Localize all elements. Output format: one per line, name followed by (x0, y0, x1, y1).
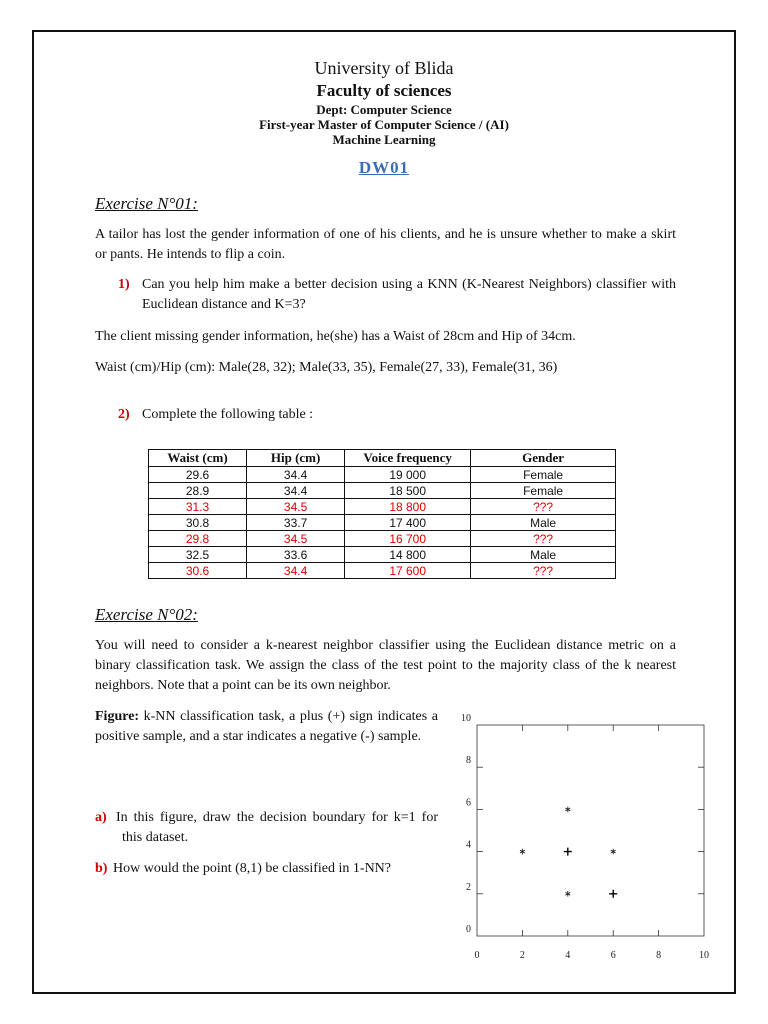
question-b-label: b) (95, 861, 108, 876)
exercise-1-title: Exercise N°01: (95, 194, 198, 213)
cell-voice: 19 000 (345, 467, 471, 483)
col-header-gender: Gender (471, 450, 616, 467)
question-a-body: In this figure, draw the decision boundary for k=1 for this dataset. (116, 810, 438, 845)
dw-title: DW01 (358, 158, 410, 177)
x-tick-label: 8 (656, 950, 662, 961)
client-info: The client missing gender information, he(she) has a Waist of 28cm and Hip of 34cm. (95, 329, 576, 344)
exercise-2-intro: You will need to consider a k-nearest neighbor classifier using the Euclidean distance metric on a binary classification task. We assign the class of the test point to the majority class of the k nearest neighbors. Note that a point can be its own neighbor. (95, 638, 676, 693)
figure-label: Figure: (95, 709, 140, 724)
table-row (149, 515, 616, 531)
cell-hip: 33.6 (247, 547, 345, 563)
cell-voice: 14 800 (345, 547, 471, 563)
col-header-voice: Voice frequency (345, 450, 471, 467)
y-tick-label: 6 (466, 797, 471, 809)
negative-sample-point (520, 849, 525, 855)
question-1-number: 1) (118, 277, 130, 292)
training-data: Waist (cm)/Hip (cm): Male(28, 32); Male(33, 35), Female(27, 33), Female(31, 36) (95, 360, 558, 375)
cell-voice: 17 600 (345, 563, 471, 579)
cell-voice: 18 500 (345, 483, 471, 499)
x-tick-label: 10 (699, 950, 709, 961)
cell-gender: ??? (471, 499, 616, 515)
y-tick-label: 10 (461, 713, 471, 724)
cell-hip: 33.7 (247, 515, 345, 531)
y-tick-label: 8 (466, 755, 471, 767)
department: Dept: Computer Science (316, 102, 452, 117)
plot-frame (477, 725, 704, 936)
table-row (149, 499, 616, 515)
cell-waist: 29.8 (149, 531, 247, 547)
cell-waist: 30.8 (149, 515, 247, 531)
exercise-1-intro: A tailor has lost the gender information of one of his clients, and he is unsure whether to make a skirt or pants. He intends to flip a coin. (95, 227, 676, 262)
cell-voice: 18 800 (345, 499, 471, 515)
cell-gender: Male (471, 547, 616, 563)
course-name: Machine Learning (332, 132, 436, 147)
y-tick-label: 4 (466, 839, 471, 851)
question-2-number: 2) (118, 407, 130, 422)
figure-caption (95, 707, 438, 747)
cell-hip: 34.4 (247, 467, 345, 483)
question-b-text: How would the point (8,1) be classified in 1-NN? (113, 861, 391, 876)
y-tick-label: 2 (466, 881, 471, 893)
cell-gender: Female (471, 483, 616, 499)
cell-gender: ??? (471, 531, 616, 547)
cell-gender: Male (471, 515, 616, 531)
x-tick-label: 6 (610, 950, 616, 961)
col-header-hip: Hip (cm) (247, 450, 345, 467)
cell-voice: 17 400 (345, 515, 471, 531)
university-name: University of Blida (314, 58, 454, 78)
exercise-2-title: Exercise N°02: (95, 605, 198, 624)
negative-sample-point (565, 891, 570, 897)
positive-sample-point (609, 890, 617, 898)
table-row (149, 563, 616, 579)
question-a-label: a) (95, 810, 107, 825)
cell-hip: 34.4 (247, 483, 345, 499)
table-row (149, 467, 616, 483)
question-2-text: Complete the following table : (142, 407, 314, 422)
cell-waist: 29.6 (149, 467, 247, 483)
negative-sample-point (611, 849, 616, 855)
cell-hip: 34.5 (247, 499, 345, 515)
knn-plot (430, 705, 730, 965)
positive-sample-point (564, 848, 572, 856)
figure-text: k-NN classification task, a plus (+) sign indicates a positive sample, and a star indicates a negative (-) sample. (95, 709, 438, 744)
table-row (149, 547, 616, 563)
data-table (148, 449, 616, 579)
cell-waist: 31.3 (149, 499, 247, 515)
cell-hip: 34.5 (247, 531, 345, 547)
table-row (149, 483, 616, 499)
cell-waist: 32.5 (149, 547, 247, 563)
negative-sample-point (565, 807, 570, 813)
x-tick-label: 4 (565, 950, 571, 961)
cell-gender: ??? (471, 563, 616, 579)
cell-gender: Female (471, 467, 616, 483)
question-a-text (116, 808, 438, 848)
cell-waist: 28.9 (149, 483, 247, 499)
table-row (149, 531, 616, 547)
x-tick-label: 2 (519, 950, 525, 961)
cell-hip: 34.4 (247, 563, 345, 579)
question-1-text: Can you help him make a better decision using a KNN (K-Nearest Neighbors) classifier with Euclidean distance and K=3? (142, 277, 676, 312)
x-tick-label: 0 (474, 950, 480, 961)
cell-voice: 16 700 (345, 531, 471, 547)
faculty-name: Faculty of sciences (316, 81, 452, 100)
y-tick-label: 0 (466, 924, 471, 935)
col-header-waist: Waist (cm) (149, 450, 247, 467)
program: First-year Master of Computer Science / (AI) (259, 117, 509, 132)
cell-waist: 30.6 (149, 563, 247, 579)
